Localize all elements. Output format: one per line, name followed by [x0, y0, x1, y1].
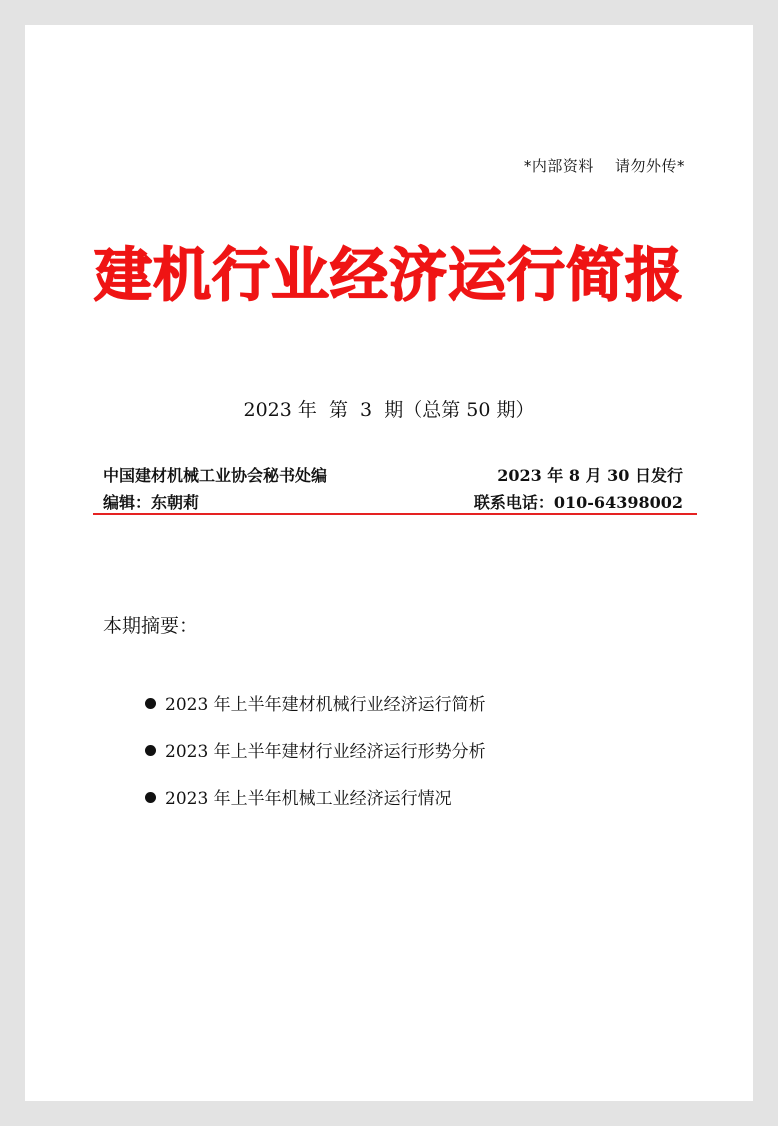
- editor-organization: 中国建材机械工业协会秘书处编: [103, 466, 328, 485]
- summary-item: [145, 773, 486, 820]
- bullet-icon: [145, 792, 156, 803]
- summary-item-text: 2023 年上半年机械工业经济运行情况: [165, 789, 452, 809]
- summary-item-text: 2023 年上半年建材机械行业经济运行简析: [165, 695, 486, 715]
- summary-item: [145, 726, 486, 773]
- document-page: [25, 25, 753, 1101]
- summary-list: [145, 679, 486, 820]
- bullet-icon: [145, 698, 156, 709]
- contact-phone: 联系电话：010-64398002: [473, 493, 683, 512]
- summary-item-text: 2023 年上半年建材行业经济运行形势分析: [165, 742, 486, 762]
- summary-item: [145, 679, 486, 726]
- meta-row-contact: [103, 490, 683, 513]
- editor-name: 编辑：东朝莉: [103, 493, 200, 512]
- bulletin-title: 建机行业经济运行简报: [93, 241, 684, 309]
- summary-heading: 本期摘要：: [103, 615, 199, 637]
- bullet-icon: [145, 745, 156, 756]
- header-divider: [93, 513, 697, 515]
- meta-row-publisher: [103, 463, 683, 486]
- release-date: 2023 年 8 月 30 日发行: [497, 466, 683, 485]
- issue-number: 2023 年 第 3 期（总第 50 期）: [243, 399, 535, 421]
- confidential-note: *内部资料 请勿外传*: [523, 157, 685, 175]
